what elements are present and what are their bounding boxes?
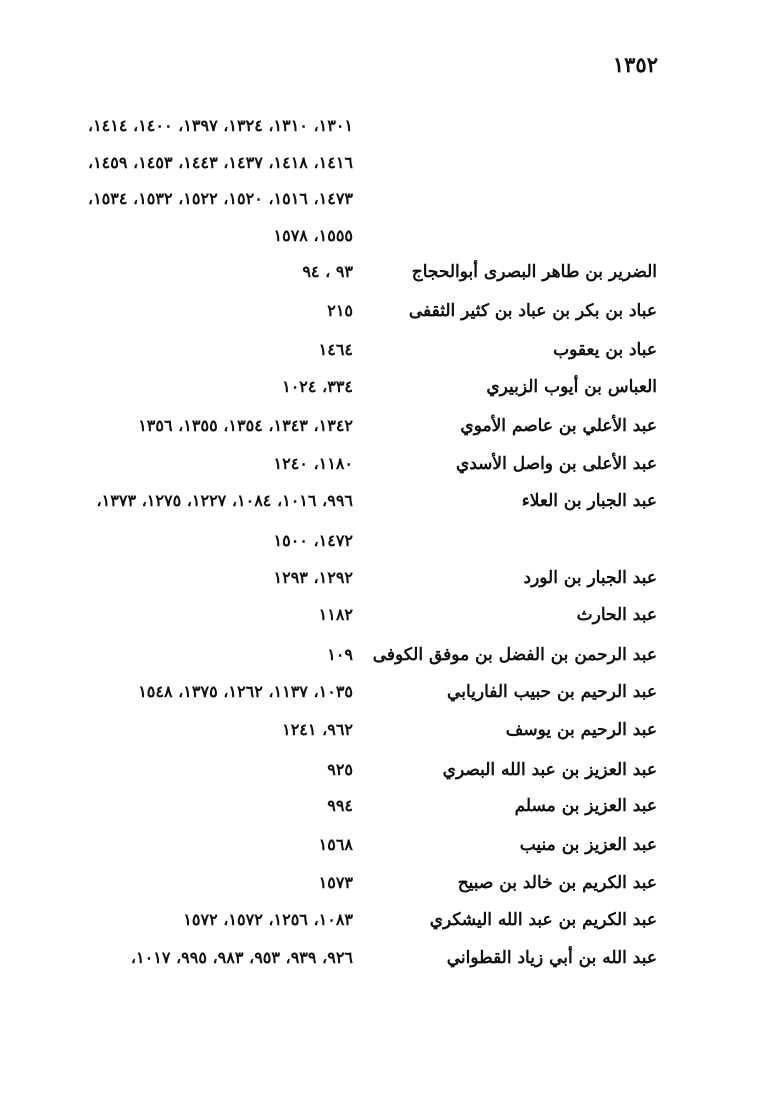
entry-refs: ٩٩٦، ١٠١٦، ١٠٨٤، ١٢٢٧، ١٢٧٥، ١٣٧٣، [96,491,353,510]
entry-name: عبد العزيز بن عبد الله البصري [442,760,657,780]
entry-name: عبد الجبار بن العلاء [521,491,657,511]
entry-name: عباد بن بكر بن عباد بن كثير الثقفى [408,301,657,321]
entry-name: عبد العزيز بن مسلم [514,796,657,816]
entry-name: العباس بن أيوب الزبيري [486,377,657,397]
entry-name: عبد العزيز بن منيب [519,835,657,855]
page-number: ١٣٥٢ [612,52,658,77]
entry-refs: ١٥٥٥، ١٥٧٨ [273,226,353,245]
entry-refs: ٩٣ ، ٩٤ [302,262,353,281]
entry-refs: ١٥٧٣ [318,873,353,892]
entry-name: عبد الأعلى بن واصل الأسدي [455,454,657,474]
entry-refs: ١٢٩٢، ١٢٩٣ [273,568,353,587]
entry-refs: ٢١٥ [327,301,353,320]
entry-name: عبد الرحيم بن حبيب الفاريابي [447,682,657,702]
entry-name: عبد الأعلي بن عاصم الأموي [460,416,657,436]
entry-name: عباد بن يعقوب [553,340,657,360]
entry-refs: ٩٩٤ [327,796,353,815]
entry-refs: ١٤٧٢، ١٥٠٠ [273,531,353,550]
entry-refs: ١٣٤٢، ١٣٤٣، ١٣٥٤، ١٣٥٥، ١٣٥٦ [138,416,353,435]
entry-refs: ٩٦٢، ١٢٤١ [282,720,353,739]
entry-name: الضرير بن طاهر البصرى أبوالحجاج [411,262,657,282]
entry-refs: ١٠٨٣، ١٢٥٦، ١٥٧٢، ١٥٧٢ [183,910,353,929]
entry-refs: ١٤٦٤ [318,340,353,359]
entry-name: عبد الرحيم بن يوسف [505,720,657,740]
entry-refs: ١٠٣٥، ١١٣٧، ١٢٦٢، ١٣٧٥، ١٥٤٨ [138,682,353,701]
entry-name: عبد الكريم بن عبد الله اليشكري [429,910,657,930]
entry-refs: ١٥٦٨ [318,835,353,854]
entry-name: عبد الرحمن بن الفضل بن موفق الكوفى [372,645,657,665]
entry-refs: ٣٣٤، ١٠٢٤ [282,377,353,396]
entry-refs: ١٤٧٣، ١٥١٦، ١٥٢٠، ١٥٢٢، ١٥٣٢، ١٥٣٤، [87,189,353,208]
entry-refs: ١٣٠١، ١٣١٠، ١٣٢٤، ١٣٩٧، ١٤٠٠، ١٤١٤، [87,116,353,135]
entry-refs: ١٤١٦، ١٤١٨، ١٤٣٧، ١٤٤٣، ١٤٥٣، ١٤٥٩، [87,153,353,172]
entry-name: عبد الجبار بن الورد [523,568,657,588]
entry-refs: ١١٨٢ [318,605,353,624]
entry-refs: ١١٨٠، ١٢٤٠ [273,454,353,473]
entry-refs: ١٠٩ [327,645,353,664]
entry-name: عبد الحارث [576,605,657,625]
entry-name: عبد الكريم بن خالد بن صبيح [457,873,657,893]
entry-refs: ٩٢٥ [327,760,353,779]
entry-refs: ٩٢٦، ٩٣٩، ٩٥٣، ٩٨٣، ٩٩٥، ١٠١٧، [130,948,353,967]
entry-name: عبد الله بن أبي زياد القطواني [446,948,657,968]
